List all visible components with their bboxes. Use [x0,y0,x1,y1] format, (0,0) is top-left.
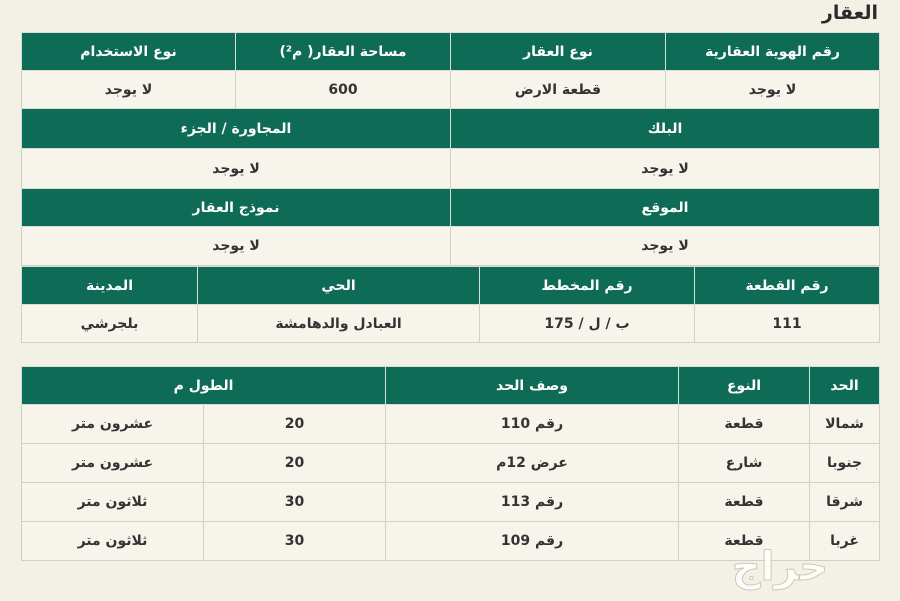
header-district: الحي [198,267,480,305]
cell-length: 20 [204,444,386,483]
cell-side: غربا [810,522,880,561]
cell-length: 30 [204,522,386,561]
header-city: المدينة [22,267,198,305]
property-info-table [21,32,880,109]
cell-type: قطعة [679,483,810,522]
header-plot-number: رقم القطعة [695,267,880,305]
cell-length-text: ثلاثون متر [22,522,204,561]
header-type: النوع [679,367,810,405]
header-block: البلك [451,109,880,149]
cell-type: قطعة [679,405,810,444]
boundaries-table [21,366,880,561]
value-city: بلجرشي [22,305,198,343]
header-neighborhood-part: المجاورة / الجزء [22,109,451,149]
page-title: العقار [821,2,878,24]
value-block: لا يوجد [451,149,880,189]
table-row [22,483,880,522]
cell-type: قطعة [679,522,810,561]
header-side: الحد [810,367,880,405]
block-info-table [21,108,880,189]
value-property-id: لا يوجد [666,71,880,109]
header-usage-type: نوع الاستخدام [22,33,236,71]
cell-description: رقم 110 [386,405,679,444]
value-property-model: لا يوجد [22,227,451,266]
value-district: العبادل والدهامشة [198,305,480,343]
header-property-area: مساحة العقار( م²) [236,33,451,71]
value-property-area: 600 [236,71,451,109]
cell-length: 20 [204,405,386,444]
cell-description: عرض 12م [386,444,679,483]
cell-type: شارع [679,444,810,483]
cell-length-text: ثلاثون متر [22,483,204,522]
header-length: الطول م [22,367,386,405]
plot-info-table [21,266,880,343]
haraj-watermark-logo [668,540,893,595]
header-property-id: رقم الهوية العقارية [666,33,880,71]
cell-length-text: عشرون متر [22,405,204,444]
cell-description: رقم 109 [386,522,679,561]
cell-side: شرقا [810,483,880,522]
table-row [22,444,880,483]
value-usage-type: لا يوجد [22,71,236,109]
location-info-table [21,188,880,266]
header-location: الموقع [451,189,880,227]
header-plan-number: رقم المخطط [480,267,695,305]
value-plot-number: 111 [695,305,880,343]
cell-description: رقم 113 [386,483,679,522]
table-row [22,405,880,444]
header-property-model: نموذج العقار [22,189,451,227]
value-location: لا يوجد [451,227,880,266]
header-property-type: نوع العقار [451,33,666,71]
watermark-text: حراج [731,544,829,590]
value-neighborhood-part: لا يوجد [22,149,451,189]
header-description: وصف الحد [386,367,679,405]
value-property-type: قطعة الارض [451,71,666,109]
cell-side: شمالا [810,405,880,444]
cell-length: 30 [204,483,386,522]
cell-length-text: عشرون متر [22,444,204,483]
cell-side: جنوبا [810,444,880,483]
value-plan-number: ب / ل / 175 [480,305,695,343]
